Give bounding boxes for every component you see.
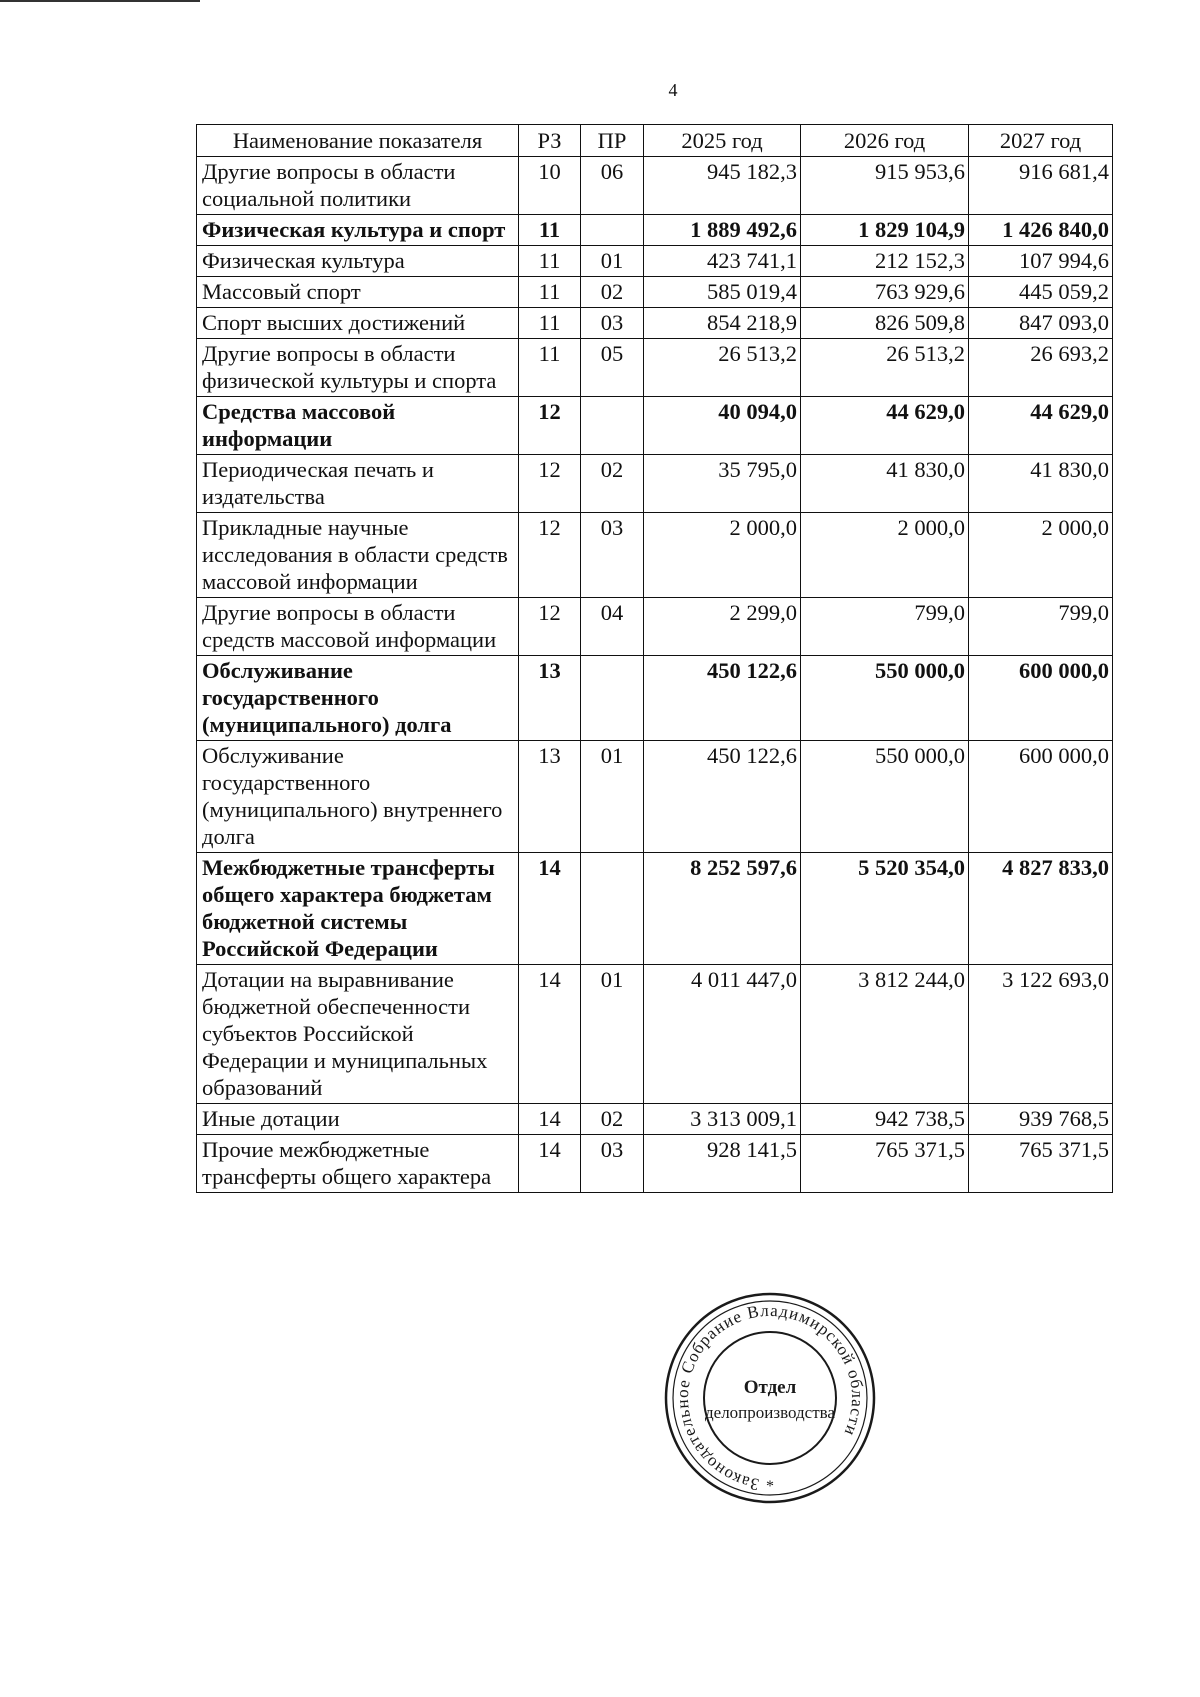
cell-2025: 450 122,6: [644, 741, 801, 853]
cell-pr: 03: [581, 513, 644, 598]
cell-rz: 11: [519, 277, 581, 308]
cell-indicator-name: Обслуживание государственного (муниципального) долга: [197, 656, 519, 741]
cell-indicator-name: Спорт высших достижений: [197, 308, 519, 339]
cell-rz: 13: [519, 741, 581, 853]
cell-indicator-name: Иные дотации: [197, 1104, 519, 1135]
cell-pr: 01: [581, 246, 644, 277]
header-2027: 2027 год: [969, 125, 1113, 157]
cell-indicator-name: Другие вопросы в области физической культуры и спорта: [197, 339, 519, 397]
cell-rz: 12: [519, 455, 581, 513]
header-2026: 2026 год: [801, 125, 969, 157]
cell-2025: 8 252 597,6: [644, 853, 801, 965]
cell-2026: 212 152,3: [801, 246, 969, 277]
cell-2026: 2 000,0: [801, 513, 969, 598]
cell-2025: 945 182,3: [644, 157, 801, 215]
header-rz: РЗ: [519, 125, 581, 157]
cell-2027: 847 093,0: [969, 308, 1113, 339]
cell-rz: 10: [519, 157, 581, 215]
cell-pr: [581, 215, 644, 246]
table-row: [197, 246, 1113, 277]
cell-2025: 1 889 492,6: [644, 215, 801, 246]
cell-2027: 26 693,2: [969, 339, 1113, 397]
cell-2027: 4 827 833,0: [969, 853, 1113, 965]
cell-indicator-name: Прочие межбюджетные трансферты общего характера: [197, 1135, 519, 1193]
cell-2025: 2 000,0: [644, 513, 801, 598]
table-row: [197, 397, 1113, 455]
cell-2026: 41 830,0: [801, 455, 969, 513]
cell-rz: 14: [519, 1104, 581, 1135]
cell-rz: 14: [519, 965, 581, 1104]
cell-2026: 942 738,5: [801, 1104, 969, 1135]
cell-2025: 854 218,9: [644, 308, 801, 339]
cell-2027: 44 629,0: [969, 397, 1113, 455]
cell-pr: [581, 853, 644, 965]
cell-2027: 600 000,0: [969, 656, 1113, 741]
cell-indicator-name: Обслуживание государственного (муниципального) внутреннего долга: [197, 741, 519, 853]
cell-pr: 04: [581, 598, 644, 656]
table-row: [197, 965, 1113, 1104]
table-row: [197, 339, 1113, 397]
office-stamp: [662, 1290, 878, 1506]
stamp-star: *: [766, 1478, 774, 1495]
table-row: [197, 853, 1113, 965]
cell-2027: 107 994,6: [969, 246, 1113, 277]
cell-rz: 12: [519, 513, 581, 598]
budget-table: [196, 124, 1113, 1193]
cell-pr: 02: [581, 1104, 644, 1135]
cell-pr: [581, 397, 644, 455]
cell-2027: 939 768,5: [969, 1104, 1113, 1135]
cell-pr: [581, 656, 644, 741]
cell-2027: 799,0: [969, 598, 1113, 656]
stamp-center-line2: делопроизводства: [705, 1403, 835, 1422]
cell-indicator-name: Средства массовой информации: [197, 397, 519, 455]
cell-2027: 916 681,4: [969, 157, 1113, 215]
cell-2026: 26 513,2: [801, 339, 969, 397]
cell-2026: 765 371,5: [801, 1135, 969, 1193]
table-row: [197, 215, 1113, 246]
stamp-outer-ring: [666, 1294, 874, 1502]
cell-pr: 03: [581, 1135, 644, 1193]
cell-rz: 11: [519, 339, 581, 397]
cell-rz: 13: [519, 656, 581, 741]
cell-2026: 799,0: [801, 598, 969, 656]
table-row: [197, 455, 1113, 513]
header-2025: 2025 год: [644, 125, 801, 157]
cell-rz: 14: [519, 1135, 581, 1193]
cell-2025: 26 513,2: [644, 339, 801, 397]
cell-2026: 915 953,6: [801, 157, 969, 215]
cell-indicator-name: Межбюджетные трансферты общего характера бюджетам бюджетной системы Российской Федерации: [197, 853, 519, 965]
page-number: 4: [668, 80, 678, 100]
table-body: [197, 157, 1113, 1193]
table-row: [197, 277, 1113, 308]
cell-2027: 600 000,0: [969, 741, 1113, 853]
cell-2025: 450 122,6: [644, 656, 801, 741]
cell-2027: 2 000,0: [969, 513, 1113, 598]
header-indicator-name: Наименование показателя: [197, 125, 519, 157]
scan-edge-line: [0, 0, 200, 2]
cell-rz: 11: [519, 246, 581, 277]
cell-rz: 11: [519, 308, 581, 339]
stamp-ring-text: Законодательное Собрание Владимирской области: [672, 1300, 868, 1495]
table-row: [197, 157, 1113, 215]
cell-rz: 12: [519, 598, 581, 656]
cell-2025: 585 019,4: [644, 277, 801, 308]
table-row: [197, 308, 1113, 339]
cell-2027: 1 426 840,0: [969, 215, 1113, 246]
cell-pr: 05: [581, 339, 644, 397]
cell-2025: 423 741,1: [644, 246, 801, 277]
cell-2025: 928 141,5: [644, 1135, 801, 1193]
cell-2027: 3 122 693,0: [969, 965, 1113, 1104]
stamp-center-line1: Отдел: [743, 1377, 797, 1398]
cell-2025: 4 011 447,0: [644, 965, 801, 1104]
cell-2027: 765 371,5: [969, 1135, 1113, 1193]
cell-pr: 01: [581, 741, 644, 853]
cell-indicator-name: Другие вопросы в области средств массовой информации: [197, 598, 519, 656]
cell-2027: 41 830,0: [969, 455, 1113, 513]
cell-2025: 40 094,0: [644, 397, 801, 455]
cell-rz: 14: [519, 853, 581, 965]
cell-2026: 550 000,0: [801, 656, 969, 741]
cell-indicator-name: Периодическая печать и издательства: [197, 455, 519, 513]
cell-2026: 550 000,0: [801, 741, 969, 853]
cell-indicator-name: Прикладные научные исследования в области средств массовой информации: [197, 513, 519, 598]
table-row: [197, 1104, 1113, 1135]
table-row: [197, 741, 1113, 853]
cell-pr: 06: [581, 157, 644, 215]
cell-2027: 445 059,2: [969, 277, 1113, 308]
cell-indicator-name: Физическая культура и спорт: [197, 215, 519, 246]
cell-pr: 03: [581, 308, 644, 339]
table-row: [197, 656, 1113, 741]
cell-pr: 02: [581, 455, 644, 513]
cell-rz: 11: [519, 215, 581, 246]
cell-indicator-name: Другие вопросы в области социальной политики: [197, 157, 519, 215]
cell-2025: 2 299,0: [644, 598, 801, 656]
cell-2026: 826 509,8: [801, 308, 969, 339]
table-row: [197, 598, 1113, 656]
cell-2026: 5 520 354,0: [801, 853, 969, 965]
cell-2025: 3 313 009,1: [644, 1104, 801, 1135]
cell-pr: 01: [581, 965, 644, 1104]
stamp-center-ring: [704, 1332, 836, 1464]
header-pr: ПР: [581, 125, 644, 157]
cell-2026: 1 829 104,9: [801, 215, 969, 246]
cell-2025: 35 795,0: [644, 455, 801, 513]
cell-pr: 02: [581, 277, 644, 308]
table-row: [197, 513, 1113, 598]
cell-2026: 44 629,0: [801, 397, 969, 455]
table-row: [197, 1135, 1113, 1193]
table-header-row: [197, 125, 1113, 157]
cell-rz: 12: [519, 397, 581, 455]
cell-indicator-name: Физическая культура: [197, 246, 519, 277]
cell-indicator-name: Дотации на выравнивание бюджетной обеспеченности субъектов Российской Федерации и муниципальных образований: [197, 965, 519, 1104]
cell-indicator-name: Массовый спорт: [197, 277, 519, 308]
cell-2026: 763 929,6: [801, 277, 969, 308]
cell-2026: 3 812 244,0: [801, 965, 969, 1104]
